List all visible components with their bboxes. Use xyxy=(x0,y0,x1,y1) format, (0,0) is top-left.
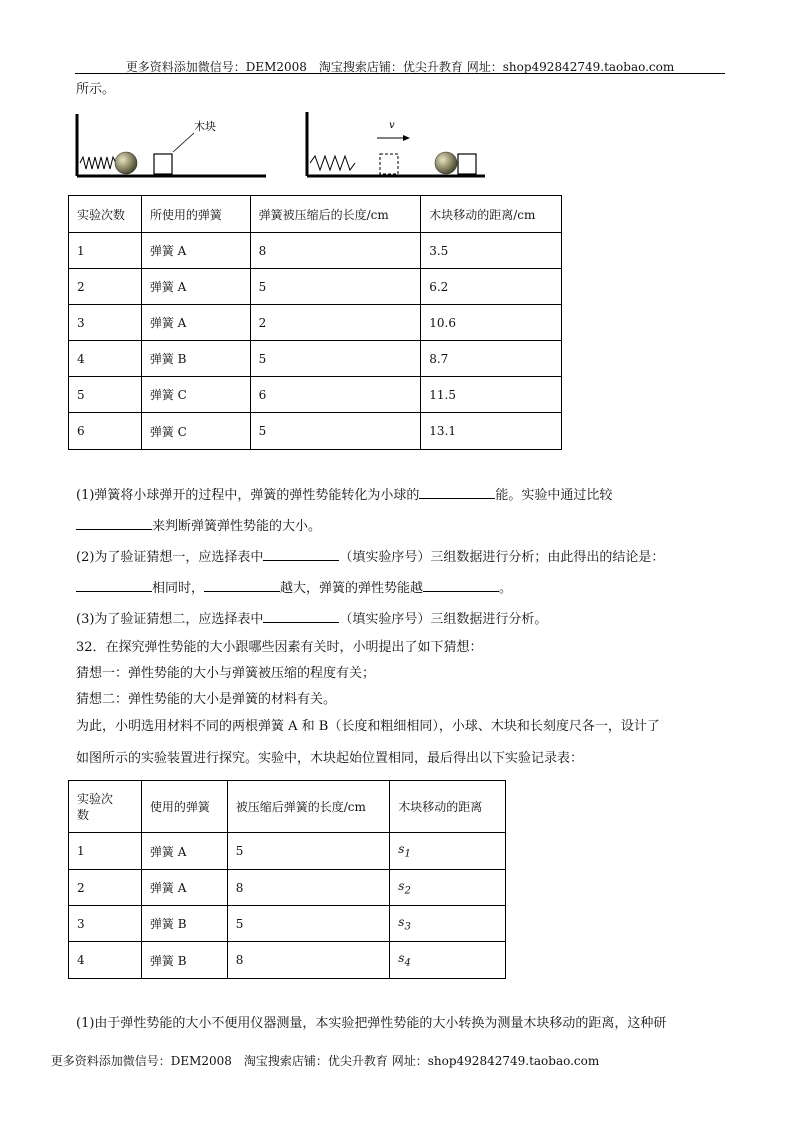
table-cell: 5 xyxy=(227,906,390,942)
table-header: 木块移动的距离/cm xyxy=(421,196,562,233)
question-1: (1)弹簧将小球弹开的过程中，弹簧的弹性势能转化为小球的 能。实验中通过比较 xyxy=(76,484,612,506)
table-cell: 2 xyxy=(250,305,421,341)
table-row xyxy=(69,377,562,413)
table-cell: 5 xyxy=(250,341,421,377)
results-table-1 xyxy=(68,195,562,450)
table-cell: 弹簧 A xyxy=(141,833,227,870)
arrow-right-icon xyxy=(403,135,410,141)
table-cell: 2 xyxy=(69,269,142,305)
table-row xyxy=(69,269,562,305)
block-icon xyxy=(458,154,476,174)
answer-blank[interactable] xyxy=(76,577,152,592)
table-cell: 1 xyxy=(69,233,142,269)
table-cell: 8.7 xyxy=(421,341,562,377)
table-row xyxy=(69,906,506,942)
table-row xyxy=(69,833,506,870)
table-row xyxy=(69,870,506,906)
table-cell: 6 xyxy=(69,413,142,450)
table-cell: 5 xyxy=(227,833,390,870)
table-cell: 4 xyxy=(69,341,142,377)
block-label: 木块 xyxy=(194,120,216,133)
table-cell: 3.5 xyxy=(421,233,562,269)
table-cell: 8 xyxy=(227,942,390,979)
page-header: 更多资料添加微信号：DEM2008 淘宝搜索店铺：优尖升教育 网址：shop492842749.taobao.com xyxy=(125,60,675,74)
table-cell: 1 xyxy=(69,833,142,870)
results-table-2 xyxy=(68,780,506,979)
table-row xyxy=(69,341,562,377)
table-header: 弹簧被压缩后的长度/cm xyxy=(250,196,421,233)
problem-32-setup: 为此，小明选用材料不同的两根弹簧 A 和 B（长度和粗细相同），小球、木块和长刻度尺各一，设计了 xyxy=(76,719,660,734)
answer-blank[interactable] xyxy=(419,484,495,499)
answer-blank[interactable] xyxy=(263,546,339,561)
hypothesis-2: 猜想二：弹性势能的大小是弹簧的材料有关。 xyxy=(76,692,337,707)
table-cell: $s_2$ xyxy=(390,870,506,906)
question-3: (3)为了验证猜想二，应选择表中 （填实验序号）三组数据进行分析。 xyxy=(76,608,547,630)
table-cell: 5 xyxy=(250,269,421,305)
table-cell: 5 xyxy=(250,413,421,450)
table-cell: 6.2 xyxy=(421,269,562,305)
table-cell: 弹簧 A xyxy=(141,233,250,269)
table-cell: 弹簧 B xyxy=(141,942,227,979)
experiment-figure xyxy=(70,106,490,186)
ball-icon xyxy=(435,152,457,174)
table-cell: 弹簧 C xyxy=(141,377,250,413)
block-icon xyxy=(154,154,172,174)
table-cell: 4 xyxy=(69,942,142,979)
table-cell: $s_1$ xyxy=(390,833,506,870)
table-row xyxy=(69,413,562,450)
problem-32-title: 32．在探究弹性势能的大小跟哪些因素有关时，小明提出了如下猜想： xyxy=(76,640,483,655)
table-row xyxy=(69,305,562,341)
table-cell: 2 xyxy=(69,870,142,906)
spring-icon xyxy=(310,156,355,170)
answer-blank[interactable] xyxy=(204,577,280,592)
table-cell: 弹簧 B xyxy=(141,341,250,377)
table-cell: 弹簧 A xyxy=(141,870,227,906)
page-footer: 更多资料添加微信号：DEM2008 淘宝搜索店铺：优尖升教育 网址：shop492842749.taobao.com xyxy=(50,1054,600,1068)
table-cell: $s_3$ xyxy=(390,906,506,942)
table-cell: $s_4$ xyxy=(390,942,506,979)
table-row xyxy=(69,942,506,979)
table-header: 使用的弹簧 xyxy=(141,781,227,833)
table-header: 实验次数 xyxy=(69,781,142,833)
table-row xyxy=(69,233,562,269)
table-cell: 8 xyxy=(227,870,390,906)
question-4: (1)由于弹性势能的大小不便用仪器测量，本实验把弹性势能的大小转换为测量木块移动的距离，这种研 xyxy=(76,1016,667,1031)
table-cell: 弹簧 B xyxy=(141,906,227,942)
answer-blank[interactable] xyxy=(76,515,152,530)
table-cell: 6 xyxy=(250,377,421,413)
table-header: 实验次数 xyxy=(69,196,142,233)
velocity-label: v xyxy=(389,120,395,131)
table-cell: 3 xyxy=(69,906,142,942)
table-cell: 弹簧 A xyxy=(141,305,250,341)
question-1-cont: 来判断弹簧弹性势能的大小。 xyxy=(76,515,321,537)
table-cell: 11.5 xyxy=(421,377,562,413)
answer-blank[interactable] xyxy=(423,577,499,592)
question-2: (2)为了验证猜想一，应选择表中 （填实验序号）三组数据进行分析；由此得出的结论是： xyxy=(76,546,664,568)
table-cell: 10.6 xyxy=(421,305,562,341)
table-header: 被压缩后弹簧的长度/cm xyxy=(227,781,390,833)
block-outline-icon xyxy=(380,154,398,174)
spring-icon xyxy=(80,157,116,169)
table-header: 木块移动的距离 xyxy=(390,781,506,833)
table-cell: 5 xyxy=(69,377,142,413)
problem-32-setup-cont: 如图所示的实验装置进行探究。实验中，木块起始位置相同，最后得出以下实验记录表： xyxy=(76,751,584,766)
hypothesis-1: 猜想一：弹性势能的大小与弹簧被压缩的程度有关； xyxy=(76,666,376,681)
header-rule xyxy=(75,73,725,74)
table-header-row xyxy=(69,781,506,833)
question-2-cont: 相同时， 越大，弹簧的弹性势能越 。 xyxy=(76,577,512,599)
ball-icon xyxy=(115,152,137,174)
table-header-row xyxy=(69,196,562,233)
intro-text: 所示。 xyxy=(76,82,116,97)
answer-blank[interactable] xyxy=(263,608,339,623)
table-header: 所使用的弹簧 xyxy=(141,196,250,233)
table-cell: 8 xyxy=(250,233,421,269)
apparatus-left xyxy=(77,114,266,176)
table-cell: 弹簧 A xyxy=(141,269,250,305)
table-cell: 弹簧 C xyxy=(141,413,250,450)
apparatus-right xyxy=(307,112,485,176)
table-cell: 3 xyxy=(69,305,142,341)
table-cell: 13.1 xyxy=(421,413,562,450)
